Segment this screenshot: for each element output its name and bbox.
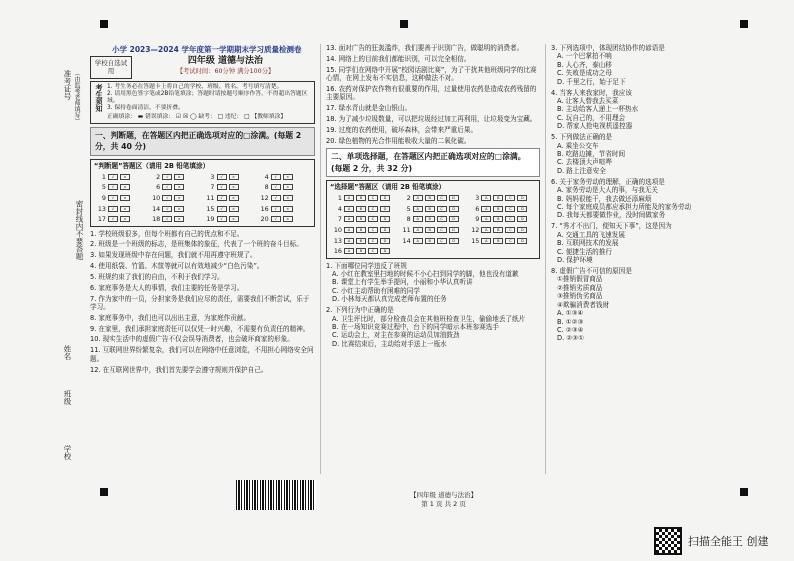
true-mark: √ — [162, 184, 172, 190]
question-number: 3 — [210, 172, 215, 181]
time-score: 【考试时间：60分钟 满分100分】 — [176, 67, 275, 75]
notice-box — [90, 81, 315, 124]
choice-question — [326, 306, 540, 348]
option-bubble: C — [368, 206, 378, 212]
option-bubble: D — [517, 216, 527, 222]
judgement-bubble-row[interactable] — [257, 215, 311, 223]
option-bubble: B — [356, 248, 366, 254]
option-bubble: C — [505, 216, 515, 222]
judgement-question: 13. 面对广告的狂轰滥炸，我们要善于识别广告，做聪明的消费者。 — [326, 44, 524, 52]
judgement-bubble-grid — [94, 173, 311, 224]
judgement-question: 19. 过度的农药使用，破坏森林，会带来严重后果。 — [326, 125, 478, 134]
answer-option: C. 玩自己的，不用理会 — [557, 113, 626, 122]
choice-question — [551, 44, 741, 86]
choice-bubble-row[interactable] — [399, 237, 468, 245]
section2-heading: 二、单项选择题，在答题区内把正确选项对应的□涂满。(每题 2 分，共 32 分) — [326, 148, 540, 177]
judgement-bubble-row[interactable] — [203, 194, 257, 202]
option-bubble: B — [493, 238, 503, 244]
option-bubble: D — [380, 195, 390, 201]
option-bubble: A — [481, 227, 491, 233]
judgement-question: 14. 网络上的目前我们都能识别，可以完全相信。 — [326, 54, 471, 63]
answer-option: B. 互联网技术的发展 — [557, 239, 619, 248]
false-mark: × — [174, 174, 184, 180]
question-number: 6 — [156, 183, 161, 192]
option-bubble: D — [517, 206, 527, 212]
footer-subject: 【四年级 道德与法治】 — [410, 491, 478, 499]
choice-question — [551, 133, 741, 175]
choice-bubble-row[interactable] — [467, 205, 536, 213]
judgement-bubble-row[interactable] — [148, 183, 202, 191]
exam-title: 小学 2023—2024 学年度第一学期期末学习质量检测卷 — [112, 45, 302, 54]
option-bubble: B — [356, 195, 366, 201]
false-mark: × — [120, 206, 130, 212]
true-mark: √ — [162, 174, 172, 180]
option-bubble: C — [368, 216, 378, 222]
answer-option: C. 失败是成功之母 — [557, 69, 612, 78]
answer-option: ③推销伪劣商品 — [557, 292, 603, 301]
option-bubble: C — [437, 216, 447, 222]
option-bubble: B — [425, 227, 435, 233]
option-bubble: C — [437, 195, 447, 201]
judgement-bubble-row[interactable] — [94, 205, 148, 213]
answer-option: B. 课堂上有学生举手提问，小丽和小华认真听讲 — [332, 278, 473, 287]
option-bubble: A — [413, 227, 423, 233]
question-number: 15 — [206, 204, 215, 213]
question-stem: 8. 虚假广告不可信的原因是 — [551, 266, 632, 275]
answer-option: D. 保护环境 — [557, 256, 593, 265]
answer-option: A. 小红在教室里扫地的时候不小心扫到同学的脚，他也没有道歉 — [332, 269, 519, 278]
judgement-question: 8. 家庭事务中，我们也可以出出主意，为家庭作贡献。 — [90, 313, 251, 322]
option-bubble: D — [449, 195, 459, 201]
section1-questions-left — [90, 230, 315, 374]
choice-bubble-row[interactable] — [330, 247, 399, 255]
option-bubble: D — [380, 216, 390, 222]
judgement-bubble-row[interactable] — [257, 194, 311, 202]
answer-option: D. ②③① — [557, 334, 585, 343]
option-bubble: C — [505, 227, 515, 233]
seal-line-warning: 密封线内不要答题 — [75, 200, 84, 260]
question-stem: 4. 当客人来我家时，我应该 — [551, 88, 632, 97]
question-number: 19 — [206, 215, 215, 224]
false-mark: × — [174, 195, 184, 201]
option-bubble: B — [425, 206, 435, 212]
answer-option: C. 每个家庭成员都应承担力所能及的家务劳动 — [557, 203, 692, 212]
section1-questions-right — [326, 44, 540, 145]
option-bubble: A — [344, 248, 354, 254]
answer-option: A. 一个巴掌拍不响 — [557, 52, 612, 61]
choice-question — [551, 267, 741, 343]
section2-questions-right — [551, 44, 741, 343]
judgement-question: 7. 作为家中的一员，分担家务是我们应尽的责任，需要我们不断尝试，乐于学习。 — [90, 294, 310, 311]
judgement-question: 20. 绿色植物的光合作用能吸收大量的二氧化碳。 — [326, 136, 471, 145]
option-bubble: A — [344, 206, 354, 212]
option-bubble: B — [493, 206, 503, 212]
false-mark: × — [120, 184, 130, 190]
option-bubble: B — [493, 227, 503, 233]
fill-legend: 正确填涂： ▬ 错误填涂： ☑ ☒ ◯ 缺考： □ 违纪： □ 【教师填涂】 — [106, 113, 287, 120]
question-number: 4 — [264, 172, 269, 181]
judgement-bubble-row[interactable] — [257, 183, 311, 191]
question-number: 16 — [260, 204, 269, 213]
question-number: 9 — [101, 193, 106, 202]
question-stem: 1. 下面哪位同学违反了班规 — [326, 261, 407, 270]
choice-bubble-row[interactable] — [399, 226, 468, 234]
true-mark: √ — [217, 184, 227, 190]
judgement-bubble-row[interactable] — [148, 215, 202, 223]
judgement-bubble-row[interactable] — [203, 215, 257, 223]
option-bubble: C — [368, 248, 378, 254]
option-bubble: A — [344, 195, 354, 201]
answer-option: A. 交通工具的飞速发展 — [557, 230, 625, 239]
judgement-bubble-row[interactable] — [148, 194, 202, 202]
question-number: 18 — [152, 215, 161, 224]
option-bubble: A — [481, 238, 491, 244]
option-bubble: B — [425, 216, 435, 222]
crop-mark-top-mid — [400, 20, 408, 28]
column-divider — [545, 44, 546, 474]
option-bubble: B — [356, 216, 366, 222]
choice-answer-label: “选择题”答题区（请用 2B 铅笔填涂） — [330, 183, 446, 192]
page-footer — [410, 490, 477, 508]
answer-option: A. 卫生评比时，部分检查员会在其他班检查卫生，偷偷地丢了纸片 — [332, 314, 526, 323]
judgement-bubble-row[interactable] — [203, 183, 257, 191]
question-number: 5 — [101, 183, 106, 192]
candidate-number-label: 准考证号 — [63, 70, 72, 100]
school-use-box: 学校自选试用 — [90, 56, 132, 79]
question-number: 6 — [475, 204, 480, 213]
judgement-bubble-row[interactable] — [257, 205, 311, 213]
option-bubble: A — [481, 216, 491, 222]
option-bubble: D — [380, 248, 390, 254]
option-bubble: D — [517, 227, 527, 233]
choice-bubble-row[interactable] — [399, 194, 468, 202]
question-number: 13 — [333, 236, 342, 245]
choice-bubble-row[interactable] — [330, 194, 399, 202]
option-bubble: D — [449, 238, 459, 244]
question-number: 14 — [402, 236, 411, 245]
answer-option: C. 去楼顶大声喧哗 — [557, 158, 612, 167]
question-number: 11 — [402, 225, 411, 234]
choice-bubble-row[interactable] — [330, 215, 399, 223]
true-mark: √ — [217, 206, 227, 212]
judgement-bubble-row[interactable] — [257, 173, 311, 181]
answer-option: ④欺骗消费者钱财 — [557, 300, 610, 309]
question-number: 15 — [471, 236, 480, 245]
false-mark: × — [283, 174, 293, 180]
option-bubble: A — [413, 238, 423, 244]
answer-option: D. 路上注意安全 — [557, 166, 606, 175]
answer-option: D. 比赛结束后，主动给对手送上一瓶水 — [332, 339, 447, 348]
option-bubble: C — [368, 227, 378, 233]
notice-line: 2. 请用黑色签字笔或2B铅笔填涂；答题时请按题号顺序作答，不得超出答题区域。 — [106, 90, 308, 105]
question-number: 7 — [210, 183, 215, 192]
option-bubble: A — [344, 216, 354, 222]
true-mark: √ — [217, 195, 227, 201]
false-mark: × — [283, 184, 293, 190]
barcode — [236, 480, 316, 510]
question-stem: 2. 下列行为中正确的是 — [326, 306, 394, 315]
judgement-question: 6. 家庭事务是大人的事情，我们主要的任务是学习。 — [90, 283, 244, 292]
judgement-bubble-row[interactable] — [94, 194, 148, 202]
choice-bubble-row[interactable] — [330, 226, 399, 234]
watermark-text: 扫描全能王 创建 — [688, 535, 769, 548]
choice-bubble-row[interactable] — [467, 237, 536, 245]
question-number: 10 — [152, 193, 161, 202]
false-mark: × — [229, 206, 239, 212]
answer-option: ①推销假冒商品 — [557, 275, 603, 284]
choice-question — [551, 222, 741, 264]
question-number: 9 — [475, 215, 480, 224]
option-bubble: C — [368, 195, 378, 201]
false-mark: × — [283, 216, 293, 222]
question-stem: 5. 下列做法正确的是 — [551, 133, 613, 142]
option-bubble: D — [449, 227, 459, 233]
judgement-bubble-row[interactable] — [94, 173, 148, 181]
answer-option: A. 让客人替我去买菜 — [557, 97, 619, 106]
judgement-question: 12. 在互联网世界中，我们首先要学会遵守规则并保护自己。 — [90, 365, 268, 374]
judgement-answer-area — [90, 159, 315, 226]
judgement-bubble-row[interactable] — [203, 205, 257, 213]
question-number: 14 — [152, 204, 161, 213]
crop-mark-top-left — [100, 20, 108, 28]
true-mark: √ — [217, 216, 227, 222]
judgement-question: 17. 绿水青山就是金山银山。 — [326, 104, 412, 113]
true-mark: √ — [271, 184, 281, 190]
false-mark: × — [120, 174, 130, 180]
true-mark: √ — [162, 195, 172, 201]
choice-bubble-grid — [330, 194, 536, 256]
false-mark: × — [229, 216, 239, 222]
option-bubble: C — [505, 195, 515, 201]
answer-option: A. 家务劳动是大人的事，与我无关 — [557, 186, 658, 195]
judgement-question: 10. 现实生活中的虚假广告不仅会误导消费者，也会破坏商家的形象。 — [90, 335, 294, 344]
answer-option: D. 千里之行，始于足下 — [557, 77, 626, 86]
judgement-bubble-row[interactable] — [148, 205, 202, 213]
true-mark: √ — [108, 184, 118, 190]
answer-option: C. 小红主动帮助有困难的同学 — [332, 286, 420, 295]
option-bubble: D — [449, 216, 459, 222]
judgement-question: 1. 学校班级很多，但每个班都有自己的优点和不足。 — [90, 229, 244, 238]
true-mark: √ — [162, 206, 172, 212]
name-label: 姓名 — [63, 345, 72, 360]
true-mark: √ — [108, 206, 118, 212]
true-mark: √ — [271, 216, 281, 222]
judgement-question: 5. 班规约束了我们的自由，不利于我们学习。 — [90, 272, 224, 281]
option-bubble: C — [437, 206, 447, 212]
true-mark: √ — [271, 195, 281, 201]
answer-option: B. 主动给客人递上一杯热水 — [557, 105, 639, 114]
scanner-watermark — [654, 527, 769, 555]
question-number: 5 — [406, 204, 411, 213]
proctor-note: （由监考老师填写） — [73, 70, 80, 124]
false-mark: × — [120, 195, 130, 201]
question-number: 20 — [260, 215, 269, 224]
section2-questions-left — [326, 262, 540, 349]
option-bubble: B — [356, 238, 366, 244]
judgement-bubble-row[interactable] — [203, 173, 257, 181]
question-stem: 3. 下列选项中，体现团结协作的谚语是 — [551, 44, 665, 52]
true-mark: √ — [271, 206, 281, 212]
left-binding-strip — [62, 70, 88, 480]
answer-option: B. 人心齐，泰山移 — [557, 60, 612, 69]
notice-label: 考生须知 — [94, 83, 103, 112]
answer-option: C. 便捷生活的推行 — [557, 247, 612, 256]
judgement-question: 3. 如果发现班级中存在问题，我们就不用再遵守班规了。 — [90, 251, 257, 260]
question-number: 12 — [260, 193, 269, 202]
notice-line: 1. 考生务必在答题卡上将自己的学校、班级、姓名、考号填写清楚。 — [106, 83, 283, 90]
answer-option: C. ②③④ — [557, 325, 584, 334]
column-1 — [90, 56, 315, 376]
judgement-question: 4. 使用纸袋、竹篮、木筐等就可以有效地减少“白色污染”。 — [90, 262, 264, 271]
false-mark: × — [174, 206, 184, 212]
judgement-question: 15. 同学们在网络中开展“校园话剧比赛”，为了干扰其他班级同学的比赛心情，在网上发布不实信息，这种做法不对。 — [326, 65, 537, 83]
choice-question — [326, 262, 540, 304]
question-number: 2 — [156, 172, 161, 181]
crop-mark-top-right — [740, 20, 748, 28]
true-mark: √ — [108, 195, 118, 201]
crop-mark-bottom-left — [100, 488, 108, 496]
question-number: 3 — [475, 193, 480, 202]
false-mark: × — [229, 184, 239, 190]
question-number: 11 — [206, 193, 215, 202]
false-mark: × — [174, 184, 184, 190]
column-2 — [326, 44, 540, 351]
option-bubble: C — [437, 238, 447, 244]
option-bubble: D — [380, 227, 390, 233]
option-bubble: A — [481, 195, 491, 201]
question-number: 4 — [337, 204, 342, 213]
crop-mark-bottom-right — [740, 488, 748, 496]
judgement-question: 11. 互联网世界纷繁复杂，我们可以在网络中任意浏览，不用担心网络安全问题。 — [90, 346, 314, 363]
notice-line: 3. 保持卷面清洁，不要折叠。 — [106, 105, 184, 112]
false-mark: × — [283, 195, 293, 201]
choice-bubble-row[interactable] — [399, 205, 468, 213]
false-mark: × — [283, 206, 293, 212]
option-bubble: A — [413, 216, 423, 222]
false-mark: × — [229, 174, 239, 180]
option-bubble: D — [517, 195, 527, 201]
option-bubble: A — [413, 206, 423, 212]
option-bubble: C — [368, 238, 378, 244]
section1-heading: 一、判断题，在答题区内把正确选项对应的□涂满。(每题 2 分，共 40 分) — [90, 127, 315, 156]
choice-bubble-row[interactable] — [467, 215, 536, 223]
question-number: 10 — [333, 225, 342, 234]
answer-option: D. 小林每天都认真完成老师布置的任务 — [332, 295, 447, 304]
option-bubble: B — [425, 195, 435, 201]
judgement-bubble-row[interactable] — [94, 215, 148, 223]
judgement-answer-label: “判断题”答题区（请用 2B 铅笔填涂） — [94, 162, 210, 171]
true-mark: √ — [162, 216, 172, 222]
answer-option: C. 运动会上，对主在参赛的运动员加油鼓劲 — [332, 331, 460, 340]
question-number: 1 — [101, 172, 106, 181]
question-number: 12 — [471, 225, 480, 234]
option-bubble: B — [356, 206, 366, 212]
option-bubble: C — [505, 206, 515, 212]
option-bubble: D — [380, 238, 390, 244]
answer-option: B. 妈妈很能干，我去做还添麻烦 — [557, 194, 652, 203]
option-bubble: C — [505, 238, 515, 244]
true-mark: √ — [108, 216, 118, 222]
column-divider — [320, 44, 321, 474]
true-mark: √ — [271, 174, 281, 180]
judgement-question: 2. 班级是一个班级的标志，是班集体的象征，代表了一个班的奋斗目标。 — [90, 240, 303, 249]
qr-code-icon — [654, 527, 682, 555]
judgement-bubble-row[interactable] — [148, 173, 202, 181]
choice-bubble-row[interactable] — [467, 226, 536, 234]
choice-answer-area — [326, 180, 540, 258]
question-number: 17 — [97, 215, 106, 224]
option-bubble: A — [344, 238, 354, 244]
answer-option: B. ①②③ — [557, 317, 584, 326]
option-bubble: B — [493, 216, 503, 222]
question-number: 7 — [337, 215, 342, 224]
answer-option: D. 帮家人抢电视机遥控器 — [557, 122, 633, 131]
answer-option: A. 乘坐公交车 — [557, 141, 599, 150]
option-bubble: D — [449, 206, 459, 212]
grade-subject: 四年级 道德与法治 — [187, 56, 264, 66]
question-number: 16 — [333, 247, 342, 256]
answer-option: D. 我每天都要做作业，没时间做家务 — [557, 211, 666, 220]
false-mark: × — [120, 216, 130, 222]
option-bubble: A — [344, 227, 354, 233]
class-label: 班级 — [63, 390, 72, 405]
true-mark: √ — [217, 174, 227, 180]
question-number: 8 — [406, 215, 411, 224]
answer-option: B. 在一场知识竞赛过程中，台下的同学暗示本班参赛选手 — [332, 323, 499, 331]
false-mark: × — [174, 216, 184, 222]
choice-question — [551, 178, 741, 220]
judgement-bubble-row[interactable] — [94, 183, 148, 191]
judgement-question: 16. 农药对保护农作物有很重要的作用，过量使用农药是造成农药残留的主要原因。 — [326, 84, 537, 102]
true-mark: √ — [108, 174, 118, 180]
option-bubble: D — [380, 206, 390, 212]
answer-option: ②推销劣质商品 — [557, 283, 603, 292]
option-bubble: C — [437, 227, 447, 233]
column-3 — [551, 44, 741, 345]
choice-bubble-row[interactable] — [330, 205, 399, 213]
option-bubble: A — [481, 206, 491, 212]
answer-option: A. ①③④ — [557, 309, 584, 318]
option-bubble: B — [356, 227, 366, 233]
option-bubble: A — [413, 195, 423, 201]
option-bubble: B — [425, 238, 435, 244]
question-number: 1 — [337, 193, 342, 202]
footer-page-number: 第 1 页 共 2 页 — [421, 500, 466, 508]
question-stem: 7. “秀才不出门，便知天下事”，这是因为 — [551, 222, 672, 231]
option-bubble: D — [517, 238, 527, 244]
choice-bubble-row[interactable] — [467, 194, 536, 202]
choice-question — [551, 89, 741, 131]
choice-bubble-row[interactable] — [330, 237, 399, 245]
question-number: 13 — [97, 204, 106, 213]
answer-option: B. 吃路边摊，节省时间 — [557, 150, 626, 159]
question-number: 8 — [264, 183, 269, 192]
question-stem: 6. 关于家务劳动的理解，正确的选项是 — [551, 177, 665, 186]
school-label: 学校 — [63, 445, 72, 460]
judgement-question: 18. 为了减少垃圾数量，可以把垃圾经过加工再利用，让垃圾变为宝藏。 — [326, 115, 537, 124]
choice-bubble-row[interactable] — [399, 215, 468, 223]
false-mark: × — [229, 195, 239, 201]
judgement-question: 9. 在家里，我们承担家庭责任可以仅凭一时兴趣，不需要有负责任的精神。 — [90, 324, 310, 333]
option-bubble: B — [493, 195, 503, 201]
question-number: 2 — [406, 193, 411, 202]
